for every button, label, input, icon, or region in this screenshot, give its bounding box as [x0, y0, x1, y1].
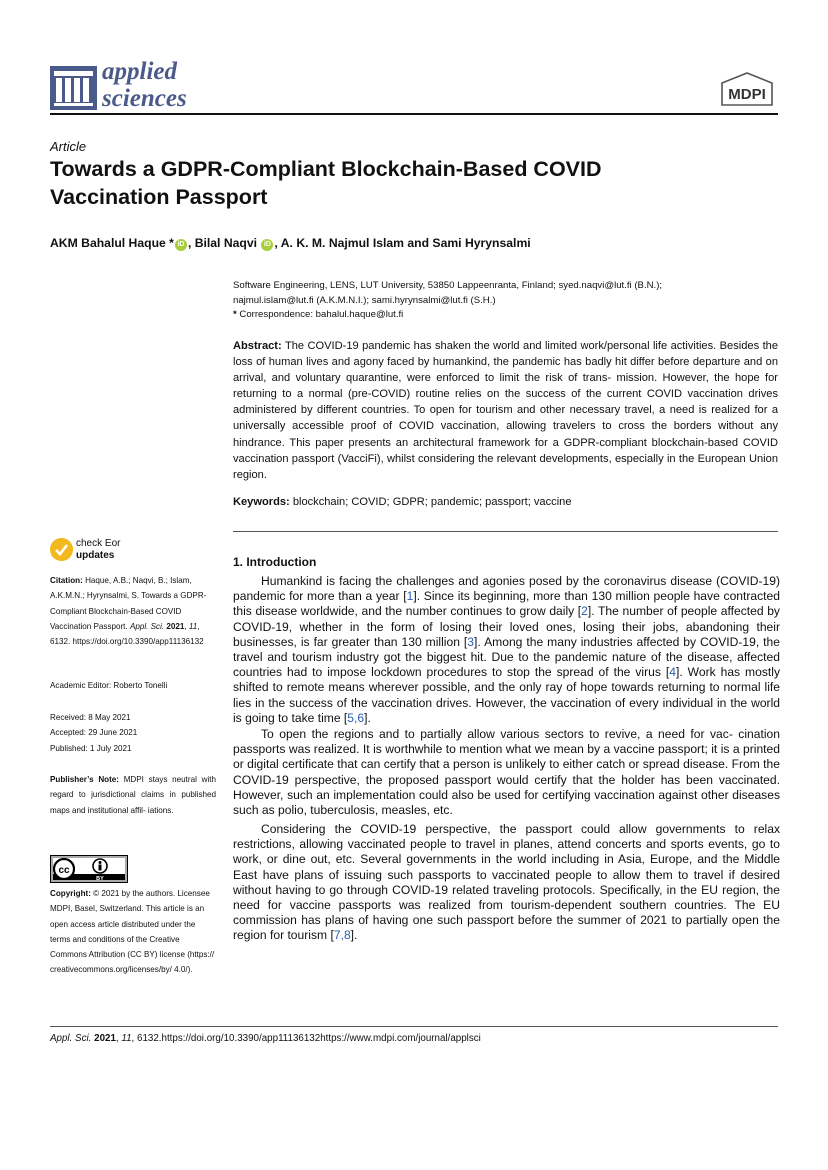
abstract: Abstract: The COVID-19 pandemic has shaken the world and limited work/personal life activities. Besides the loss of human lives and agony faced by humankind, the pandemic has badly hit differ before departure and on arrival, and voluntary quarantine, were enforced to limit the risk of trans- mission. However, the hope for returning to a normal (pre-COVID) routine relies on the success of the current COVID vaccination drives administered by different countries. To open for tourism and other necessary travel, a need is realized for a universally accessible proof of COVID vaccination, allowing travelers to cross the borders without any hindrance. This paper presents an architectural framework for a GDPR-compliant blockchain-based COVID vaccination passport (VacciFi), whilst considering the relevant developments, especially in the European Union region. [233, 340, 778, 481]
reference-link[interactable]: 2 [581, 604, 588, 619]
journal-logo-icon [50, 66, 97, 110]
publication-dates: Received: 8 May 2021 Accepted: 29 June 2021 Published: 1 July 2021 [50, 713, 138, 753]
reference-link[interactable]: 6 [357, 710, 365, 725]
article-type: Article [50, 139, 87, 154]
reference-link[interactable]: 7 [333, 928, 341, 943]
body-paragraph: Humankind is facing the challenges and agonies posed by the coronavirus disease (COVID-19) pandemic for more than a year [1]. Since its beginning, more than 130 million people have contracted this disease worldwide, and the number continues to grow daily [2]. The number of people affected by COVID-19, whether in the form of losing their loved ones, losing their jobs, abandoning their businesses, is far greater than 130 million [3]. Among the many industries affected by COVID-19, the travel and tourism industry got the biggest hit. Due to the pandemic nature of the disease, affected countries had to impose lockdown procedures to stop the spread of the virus [4]. Work has mostly shifted to remote means wherever possible, and the only ray of hope towards returning to normal life lies in the success of the vaccination drives. However, the vaccination of every individual in the world is going to take time [5,6]. [233, 574, 780, 725]
page-footer: Appl. Sci. 2021, 11, 6132.https://doi.org/10.3390/app11136132https://www.mdpi.com/journal/applsci [50, 1033, 481, 1044]
body-paragraph: To open the regions and to partially allow various sectors to revive, a need for vac- cination passports was realized. It is worthwhile to mention what we mean by a vaccine passport; it is a printed or digital certificate that can certify that a person is unlikely to either catch or spread disease. From the COVID-19 perspective, the proposed passport would certify that the holder has been vaccinated. However, such an implementation could also be used for certifying vaccination against other diseases such as polio, tuberculosis, measles, etc. [233, 727, 780, 818]
reference-link[interactable]: 1 [406, 589, 414, 604]
reference-link[interactable]: 8 [343, 928, 351, 943]
publisher-note: Publisher’s Note: MDPI stays neutral with regard to jurisdictional claims in published maps and institutional affil- iations. [50, 775, 217, 815]
orcid-icon[interactable]: iD [175, 239, 187, 251]
reference-link[interactable]: 4 [669, 665, 676, 680]
svg-text:BY: BY [96, 876, 104, 882]
author-list: AKM Bahalul Haque * iD , Bilal Naqvi iD , A. K. M. Najmul Islam and Sami Hyrynsalmi [50, 236, 531, 250]
body-paragraph: Considering the COVID-19 perspective, the passport could allow governments to relax restrictions, allowing vaccinated people to travel in planes, attend concerts and sports events, go to work, or dine out, etc. Several governments in the world including in Asia, Europe, and the Middle East have plans of issuing such passports to vaccinated people to allow them to travel if desired without having to go through COVID-19 related traveling protocols. Specifically, in the EU region, the need for vaccine passports was realized from tourism-dependent southern countries. The EU commission has plans of having one such passport before the summer of 2021 to partially open the region for tourism [7,8]. [233, 822, 780, 943]
academic-editor: Academic Editor: Roberto Tonelli [50, 681, 168, 690]
section-heading: 1. Introduction [233, 555, 317, 569]
check-updates-icon [50, 538, 73, 561]
svg-text:cc: cc [58, 865, 70, 876]
mdpi-logo [716, 71, 778, 109]
affiliation: Software Engineering, LENS, LUT University, 53850 Lappeenranta, Finland; syed.naqvi@lut.fi (B.N.); najmul.islam@lut.fi (A.K.M.N.I.); sami.hyrynsalmi@lut.fi (S.H.) * Correspondence: bahalul.haque@lut.fi [233, 280, 663, 320]
cc-by-license-icon[interactable] [50, 855, 128, 883]
keywords-divider [233, 531, 778, 532]
copyright: Copyright: © 2021 by the authors. Licensee MDPI, Basel, Switzerland. This article is an open access article distributed under the terms and conditions of the Creative Commons Attribution (CC BY) license (https:// creativecommons.org/licenses/by/ 4.0/). [50, 889, 215, 975]
reference-link[interactable]: 5 [347, 710, 355, 725]
footer-divider [50, 1026, 778, 1027]
orcid-icon[interactable]: iD [261, 239, 273, 251]
mdpi-logo-text: MDPI [728, 86, 766, 103]
citation: Citation: Haque, A.B.; Naqvi, B.; Islam, A.K.M.N.; Hyrynsalmi, S. Towards a GDPR-Compliant Blockchain-Based COVID Vaccination Passport. Appl. Sci. 2021, 11, 6132. https://doi.org/10.3390/app11136132 [50, 576, 207, 647]
keywords: Keywords: blockchain; COVID; GDPR; pandemic; passport; vaccine [233, 496, 572, 508]
reference-link[interactable]: 3 [467, 634, 475, 649]
header-divider [50, 113, 778, 115]
journal-name: applied sciences [102, 58, 187, 112]
paper-title: Towards a GDPR-Compliant Blockchain-Based COVID Vaccination Passport [50, 157, 602, 209]
